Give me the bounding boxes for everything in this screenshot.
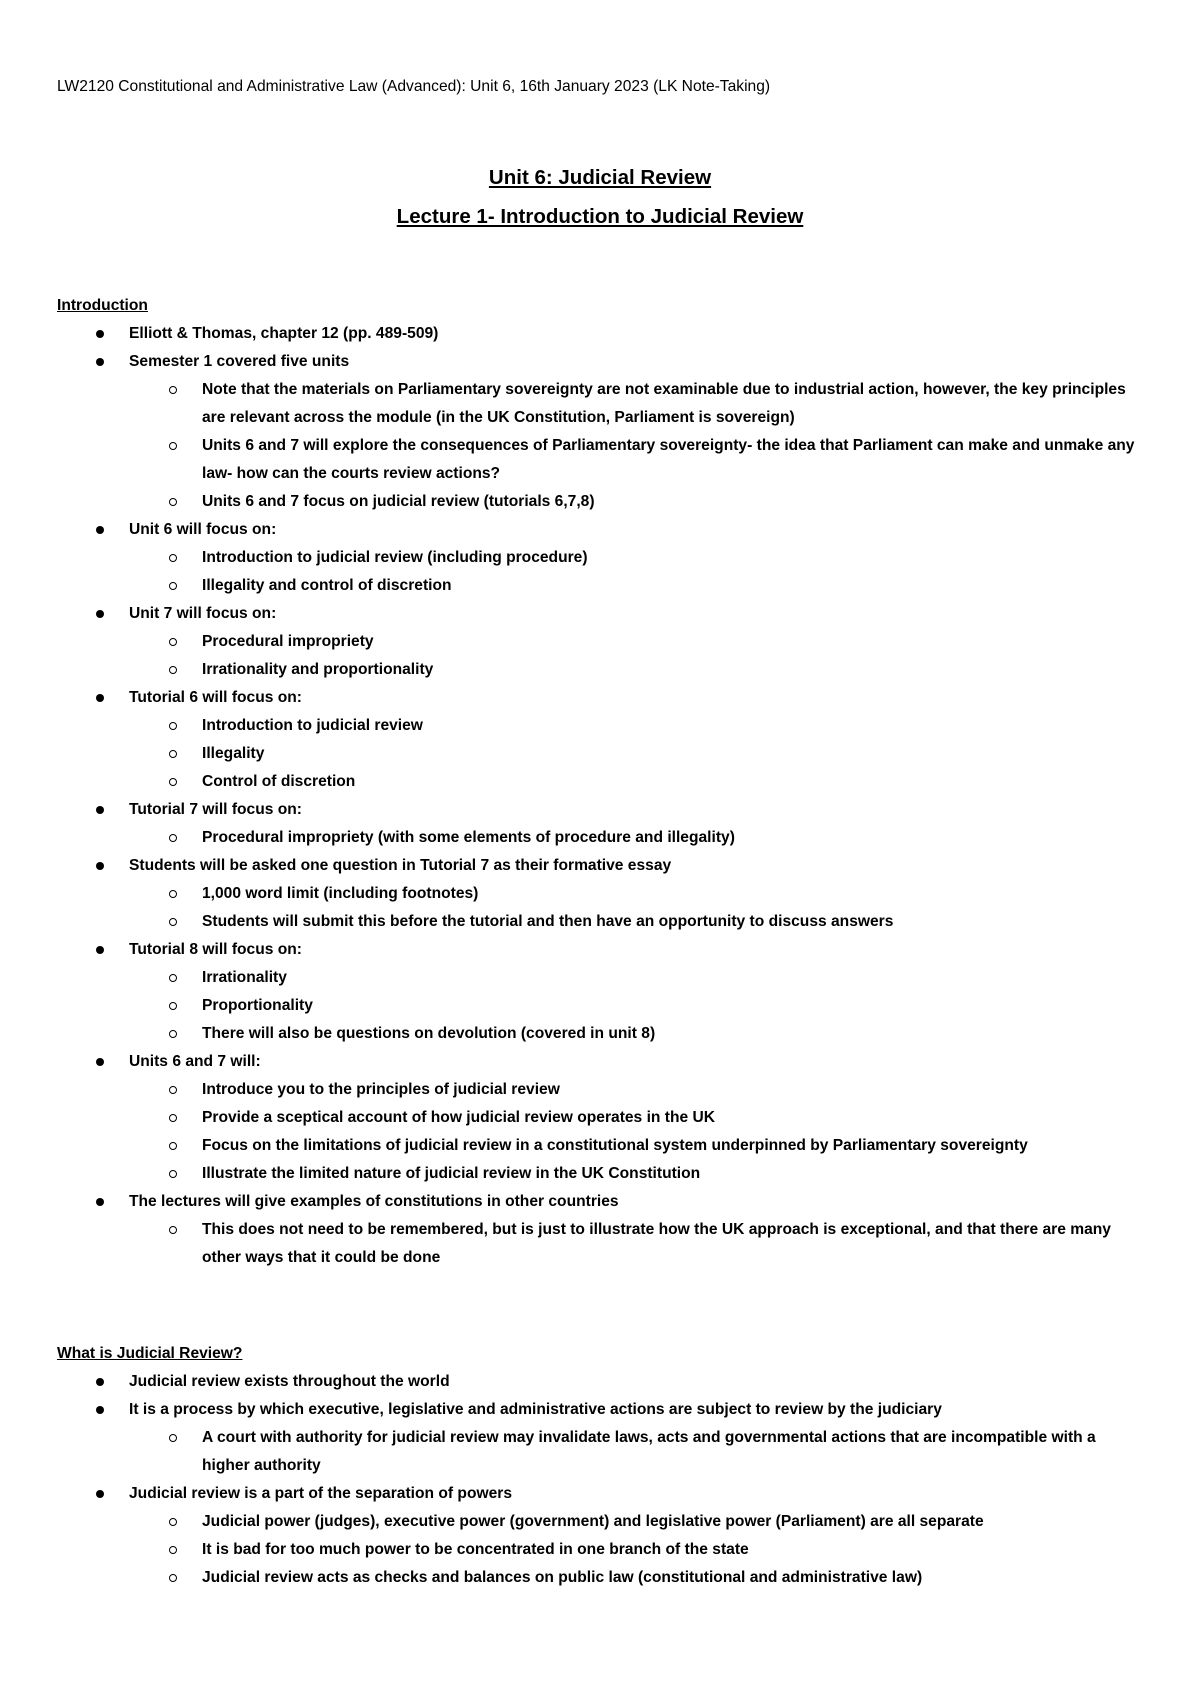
sub-list-item xyxy=(57,908,1147,936)
list-item-text: Semester 1 covered five units xyxy=(129,353,350,370)
section-introduction xyxy=(57,292,1147,1272)
sub-bullet-list xyxy=(129,1216,1147,1272)
sub-list-item xyxy=(57,1104,1147,1132)
list-item-text: Tutorial 7 will focus on: xyxy=(129,801,302,818)
list-item xyxy=(57,1396,1147,1480)
sub-list-item xyxy=(57,544,1147,572)
list-item-text: It is a process by which executive, legislative and administrative actions are subject to review by the judiciary xyxy=(129,1401,942,1418)
list-item-text: Students will be asked one question in Tutorial 7 as their formative essay xyxy=(129,857,672,874)
sub-bullet-list xyxy=(129,1076,1147,1188)
section-what-is-judicial-review xyxy=(57,1340,1147,1592)
list-item xyxy=(57,796,1147,852)
title-block xyxy=(57,158,1143,236)
sub-bullet-list xyxy=(129,1424,1147,1480)
sub-list-item-text: There will also be questions on devolution (covered in unit 8) xyxy=(202,1025,656,1042)
sub-list-item-text: Irrationality xyxy=(202,969,287,986)
bullet-circle-icon xyxy=(169,1114,177,1122)
bullet-dot-icon xyxy=(96,1198,104,1206)
section-heading: Introduction xyxy=(57,297,148,314)
list-item-text: The lectures will give examples of constitutions in other countries xyxy=(129,1193,619,1210)
bullet-circle-icon xyxy=(169,666,177,674)
bullet-circle-icon xyxy=(169,1142,177,1150)
sub-list-item xyxy=(57,824,1147,852)
bullet-circle-icon xyxy=(169,834,177,842)
sub-list-item-text: Illegality xyxy=(202,745,265,762)
sub-list-item-text: Proportionality xyxy=(202,997,313,1014)
list-item xyxy=(57,348,1147,516)
bullet-circle-icon xyxy=(169,442,177,450)
bullet-circle-icon xyxy=(169,386,177,394)
sub-bullet-list xyxy=(129,712,1147,796)
sub-list-item xyxy=(57,768,1147,796)
sub-list-item xyxy=(57,1536,1147,1564)
bullet-dot-icon xyxy=(96,330,104,338)
sub-list-item-text: Units 6 and 7 focus on judicial review (tutorials 6,7,8) xyxy=(202,493,595,510)
bullet-circle-icon xyxy=(169,1170,177,1178)
sub-list-item-text: A court with authority for judicial review may invalidate laws, acts and governmental actions that are incompatible with a higher authority xyxy=(202,1429,1096,1474)
sub-list-item xyxy=(57,1216,1147,1272)
bullet-circle-icon xyxy=(169,722,177,730)
list-item-text: Elliott & Thomas, chapter 12 (pp. 489-509) xyxy=(129,325,439,342)
sub-list-item-text: It is bad for too much power to be concentrated in one branch of the state xyxy=(202,1541,749,1558)
sub-list-item xyxy=(57,992,1147,1020)
bullet-dot-icon xyxy=(96,946,104,954)
bullet-dot-icon xyxy=(96,526,104,534)
sub-list-item-text: Introduction to judicial review (including procedure) xyxy=(202,549,588,566)
section-heading: What is Judicial Review? xyxy=(57,1345,243,1362)
sub-list-item xyxy=(57,656,1147,684)
sub-bullet-list xyxy=(129,376,1147,516)
sub-list-item-text: Provide a sceptical account of how judicial review operates in the UK xyxy=(202,1109,716,1126)
bullet-circle-icon xyxy=(169,890,177,898)
sub-list-item-text: Procedural impropriety xyxy=(202,633,374,650)
lecture-title: Lecture 1- Introduction to Judicial Review xyxy=(396,205,804,228)
sub-bullet-list xyxy=(129,824,1147,852)
bullet-dot-icon xyxy=(96,1490,104,1498)
sub-list-item-text: Students will submit this before the tutorial and then have an opportunity to discuss answers xyxy=(202,913,894,930)
list-item xyxy=(57,1188,1147,1272)
bullet-circle-icon xyxy=(169,974,177,982)
bullet-circle-icon xyxy=(169,1434,177,1442)
bullet-circle-icon xyxy=(169,778,177,786)
bullet-circle-icon xyxy=(169,582,177,590)
sub-list-item xyxy=(57,880,1147,908)
list-item-text: Units 6 and 7 will: xyxy=(129,1053,261,1070)
sub-list-item-text: Illegality and control of discretion xyxy=(202,577,452,594)
sub-bullet-list xyxy=(129,1508,1147,1592)
bullet-circle-icon xyxy=(169,1030,177,1038)
list-item xyxy=(57,1480,1147,1592)
sub-list-item-text: Introduce you to the principles of judicial review xyxy=(202,1081,560,1098)
bullet-dot-icon xyxy=(96,610,104,618)
sub-list-item-text: 1,000 word limit (including footnotes) xyxy=(202,885,479,902)
list-item xyxy=(57,684,1147,796)
bullet-circle-icon xyxy=(169,1086,177,1094)
sub-list-item xyxy=(57,1564,1147,1592)
sub-list-item xyxy=(57,1508,1147,1536)
bullet-list xyxy=(57,320,1147,1272)
sub-list-item xyxy=(57,1424,1147,1480)
list-item-text: Judicial review is a part of the separation of powers xyxy=(129,1485,513,1502)
bullet-dot-icon xyxy=(96,1058,104,1066)
list-item-text: Tutorial 8 will focus on: xyxy=(129,941,302,958)
sub-bullet-list xyxy=(129,880,1147,936)
sub-list-item-text: This does not need to be remembered, but is just to illustrate how the UK approach is exceptional, and that there are many other ways that it could be done xyxy=(202,1221,1111,1266)
sub-bullet-list xyxy=(129,544,1147,600)
bullet-dot-icon xyxy=(96,358,104,366)
sub-list-item-text: Judicial power (judges), executive power (government) and legislative power (Parliament) are all separate xyxy=(202,1513,984,1530)
bullet-dot-icon xyxy=(96,862,104,870)
sub-list-item xyxy=(57,740,1147,768)
bullet-circle-icon xyxy=(169,918,177,926)
sub-list-item xyxy=(57,964,1147,992)
bullet-circle-icon xyxy=(169,750,177,758)
sub-list-item-text: Focus on the limitations of judicial review in a constitutional system underpinned by Parliamentary sovereignty xyxy=(202,1137,1028,1154)
sub-list-item xyxy=(57,488,1147,516)
list-item xyxy=(57,600,1147,684)
sub-list-item xyxy=(57,1160,1147,1188)
bullet-list xyxy=(57,1368,1147,1592)
bullet-circle-icon xyxy=(169,1574,177,1582)
list-item xyxy=(57,320,1147,348)
bullet-circle-icon xyxy=(169,1546,177,1554)
sub-list-item-text: Introduction to judicial review xyxy=(202,717,423,734)
bullet-dot-icon xyxy=(96,1378,104,1386)
list-item xyxy=(57,1368,1147,1396)
list-item-text: Unit 6 will focus on: xyxy=(129,521,277,538)
sub-list-item-text: Illustrate the limited nature of judicial review in the UK Constitution xyxy=(202,1165,701,1182)
sub-list-item-text: Note that the materials on Parliamentary sovereignty are not examinable due to industrial action, however, the key principles are relevant across the module (in the UK Constitution, Parliament is sovereign) xyxy=(202,381,1126,426)
bullet-circle-icon xyxy=(169,498,177,506)
list-item-text: Judicial review exists throughout the world xyxy=(129,1373,450,1390)
list-item xyxy=(57,936,1147,1048)
list-item xyxy=(57,516,1147,600)
document-page xyxy=(57,0,1157,1698)
sub-list-item xyxy=(57,712,1147,740)
sub-list-item-text: Control of discretion xyxy=(202,773,356,790)
list-item xyxy=(57,852,1147,936)
bullet-circle-icon xyxy=(169,1226,177,1234)
bullet-circle-icon xyxy=(169,638,177,646)
sub-list-item xyxy=(57,432,1147,488)
sub-list-item-text: Judicial review acts as checks and balances on public law (constitutional and administrative law) xyxy=(202,1569,923,1586)
sub-bullet-list xyxy=(129,628,1147,684)
list-item xyxy=(57,1048,1147,1188)
bullet-circle-icon xyxy=(169,1518,177,1526)
sub-list-item xyxy=(57,572,1147,600)
sub-list-item xyxy=(57,628,1147,656)
document-header: LW2120 Constitutional and Administrative Law (Advanced): Unit 6, 16th January 2023 (LK Note-Taking) xyxy=(57,78,771,95)
sub-bullet-list xyxy=(129,964,1147,1048)
sub-list-item-text: Irrationality and proportionality xyxy=(202,661,434,678)
sub-list-item xyxy=(57,1076,1147,1104)
bullet-circle-icon xyxy=(169,554,177,562)
sub-list-item xyxy=(57,1020,1147,1048)
bullet-dot-icon xyxy=(96,694,104,702)
sub-list-item xyxy=(57,1132,1147,1160)
list-item-text: Tutorial 6 will focus on: xyxy=(129,689,302,706)
sub-list-item-text: Units 6 and 7 will explore the consequences of Parliamentary sovereignty- the idea that Parliament can make and unmake any law- how can the courts review actions? xyxy=(202,437,1135,482)
unit-title: Unit 6: Judicial Review xyxy=(488,166,712,189)
sub-list-item xyxy=(57,376,1147,432)
list-item-text: Unit 7 will focus on: xyxy=(129,605,277,622)
bullet-dot-icon xyxy=(96,806,104,814)
bullet-circle-icon xyxy=(169,1002,177,1010)
bullet-dot-icon xyxy=(96,1406,104,1414)
sub-list-item-text: Procedural impropriety (with some elements of procedure and illegality) xyxy=(202,829,735,846)
